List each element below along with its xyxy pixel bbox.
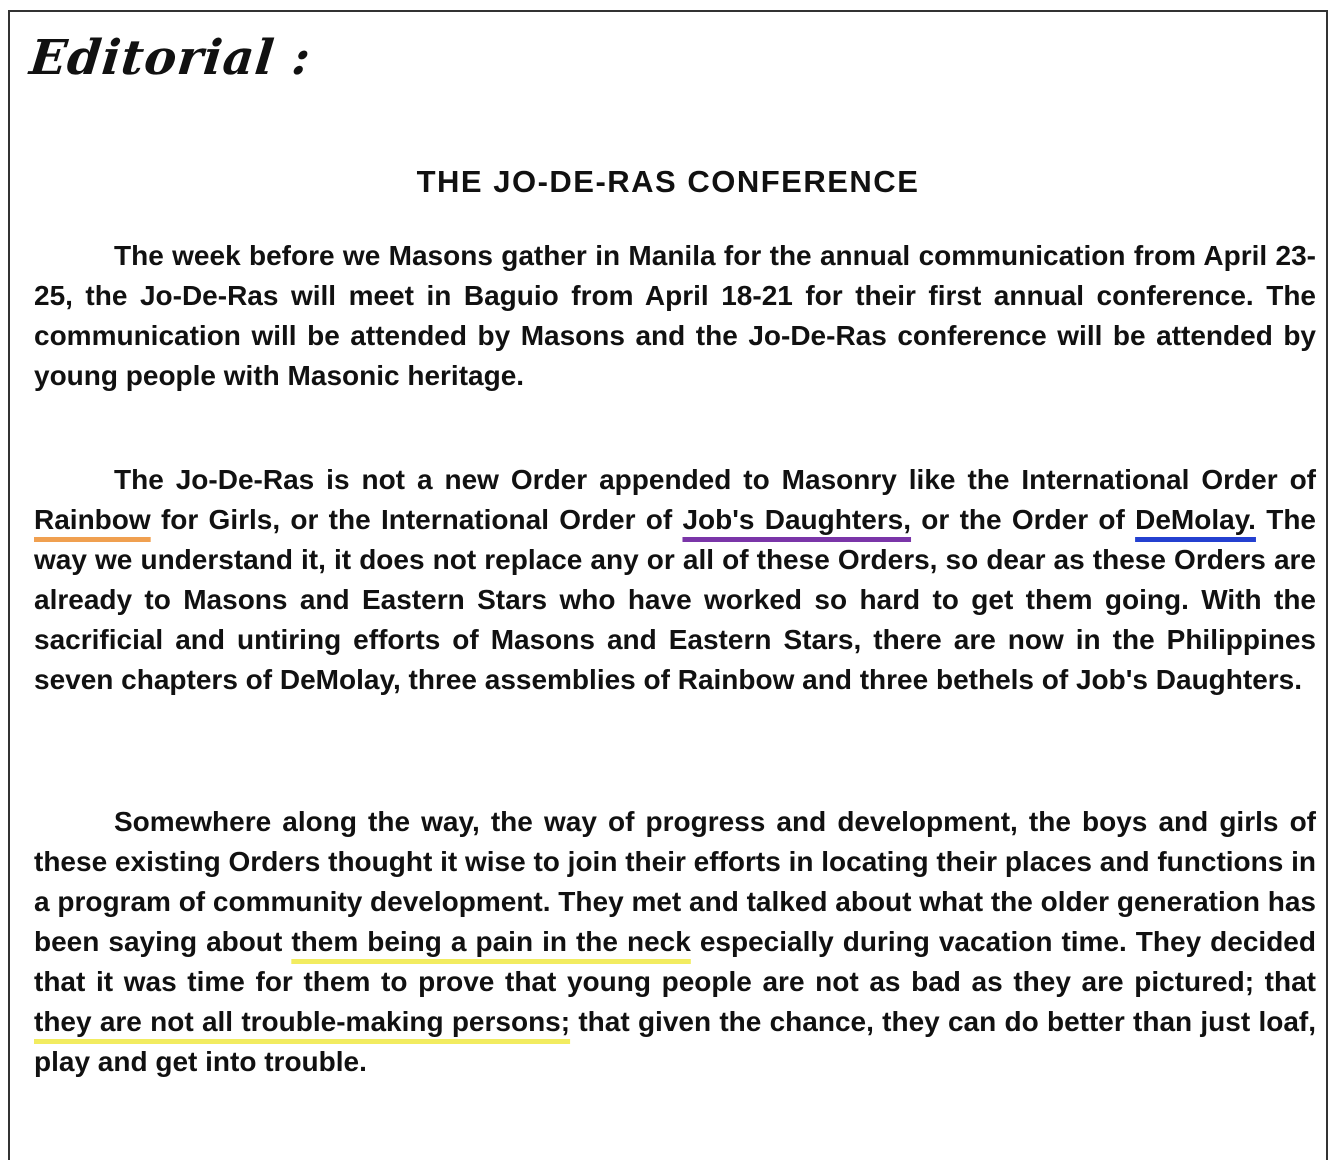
paragraph-2-text-c: or the Order of [911, 504, 1136, 535]
paragraph-3-text-c: that given the chance, they can do better than just loaf, play and get into trouble. [34, 1006, 1316, 1077]
highlight-jobs-daughters: Job's Daughters, [682, 504, 912, 535]
paragraph-1 [34, 236, 1316, 396]
paragraph-2-text-b: for Girls, or the International Order of [150, 504, 683, 535]
paragraph-2-text-d: The way we understand it, it does not replace any or all of these Orders, so dear as these Orders are already to Masons and Eastern Stars who have worked so hard to get them going. With the sacrificial and untiring efforts of Masons and Eastern Stars, there are now in the Philippines seven chapters of DeMolay, three assemblies of Rainbow and three bethels of Job's Daughters. [34, 504, 1317, 695]
highlight-pain-in-neck: them being a pain in the neck [291, 926, 691, 957]
paragraph-1-text: The week before we Masons gather in Manila for the annual communication from April 23-25, the Jo-De-Ras will meet in Baguio from April 18-21 for their first annual conference. The communication will be attended by Masons and the Jo-De-Ras conference will be attended by young people with Masonic heritage. [34, 240, 1316, 391]
paragraph-3 [34, 802, 1316, 1082]
masthead: Editorial : [27, 30, 314, 86]
paragraph-2-text-a: The Jo-De-Ras is not a new Order appended to Masonry like the International Order of [114, 464, 1316, 495]
paragraph-2 [34, 460, 1316, 700]
highlight-trouble-making: they are not all trouble-making persons; [34, 1006, 571, 1037]
article-title: THE JO-DE-RAS CONFERENCE [416, 164, 920, 199]
paragraph-3-text-b: especially during vacation time. They decided that it was time for them to prove that young people are not as bad as they are pictured; that [34, 926, 1316, 997]
paragraph-3-text-a: Somewhere along the way, the way of progress and development, the boys and girls of these existing Orders thought it wise to join their efforts in locating their places and functions in a program of community development. They met and talked about what the older generation has been saying about [34, 806, 1316, 957]
highlight-rainbow: Rainbow [34, 504, 151, 535]
highlight-demolay: DeMolay. [1135, 504, 1256, 535]
editorial-page [8, 10, 1328, 1160]
